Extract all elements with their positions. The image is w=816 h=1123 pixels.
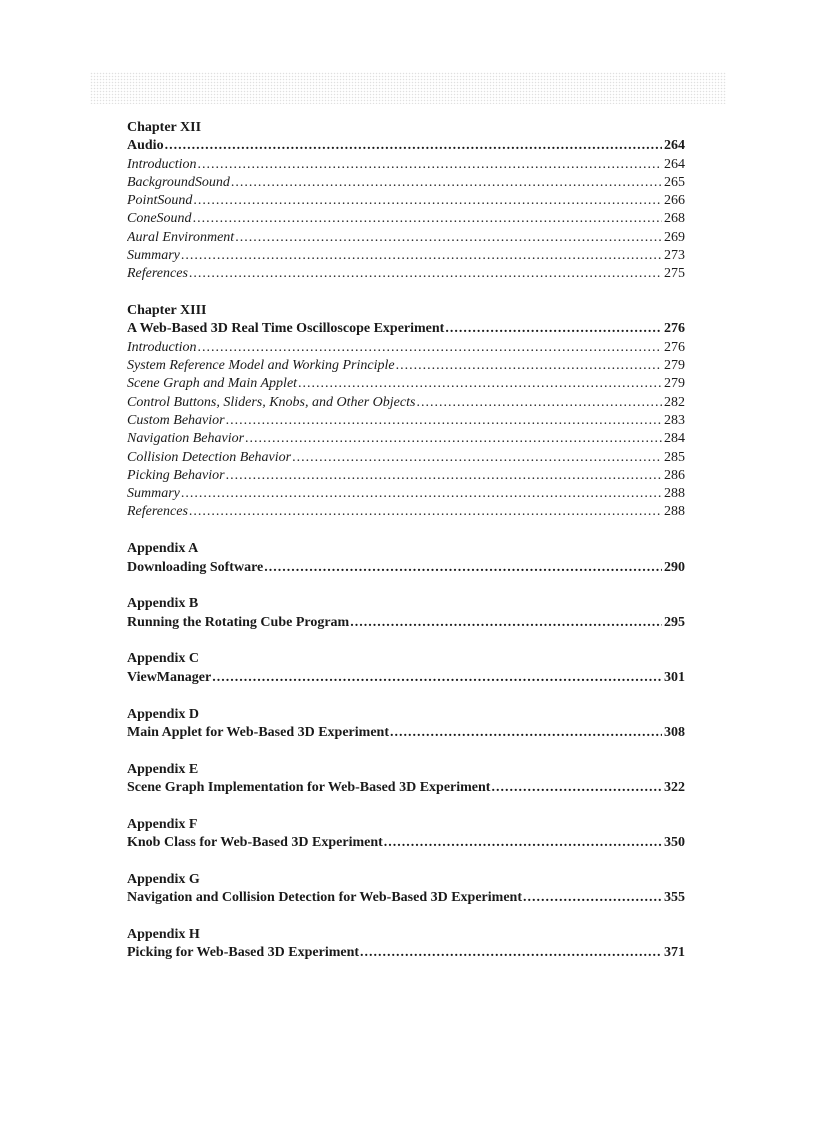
entry-title: ViewManager: [127, 669, 212, 685]
section-heading: Chapter XII: [127, 120, 202, 135]
entry-title: Collision Detection Behavior: [127, 449, 292, 465]
toc-sub-entry[interactable]: [127, 339, 685, 357]
dot-leader: [193, 210, 662, 228]
page-number: 279: [664, 376, 685, 392]
page-number: 301: [664, 669, 685, 685]
dot-leader: [226, 467, 662, 485]
dot-leader: [298, 375, 662, 393]
page-number: 264: [664, 138, 685, 154]
dot-leader: [292, 449, 662, 467]
dot-leader: [396, 357, 662, 375]
entry-title: System Reference Model and Working Principle: [127, 358, 395, 374]
entry-title: Main Applet for Web-Based 3D Experiment: [127, 724, 389, 740]
section-heading: Appendix G: [127, 871, 200, 887]
page-number: 308: [664, 724, 685, 740]
toc-sub-entry[interactable]: [127, 375, 685, 393]
dot-leader: [264, 559, 662, 577]
page-number: 276: [664, 321, 685, 337]
dot-leader: [350, 614, 662, 632]
dot-leader: [245, 430, 662, 448]
toc-sub-entry[interactable]: [127, 229, 685, 247]
page-number: 288: [664, 504, 685, 520]
entry-title: Running the Rotating Cube Program: [127, 614, 350, 630]
page-number: 282: [664, 394, 685, 410]
page-number: 273: [664, 248, 685, 264]
entry-title: Control Buttons, Sliders, Knobs, and Other Objects: [127, 394, 416, 410]
dot-leader: [193, 192, 662, 210]
toc-main-entry[interactable]: [127, 320, 685, 338]
dot-leader: [189, 503, 662, 521]
entry-title: Audio: [127, 138, 164, 154]
dot-leader: [523, 889, 662, 907]
page-number: 286: [664, 467, 685, 483]
toc-section: [127, 816, 685, 853]
toc-sub-entry[interactable]: [127, 412, 685, 430]
toc-main-entry[interactable]: [127, 779, 685, 797]
entry-title: Scene Graph Implementation for Web-Based 3D Experiment: [127, 779, 491, 795]
entry-title: Picking for Web-Based 3D Experiment: [127, 945, 360, 961]
dot-leader: [416, 394, 662, 412]
toc-sub-entry[interactable]: [127, 449, 685, 467]
page-number: 276: [664, 339, 685, 355]
toc-main-entry[interactable]: [127, 724, 685, 742]
entry-title: Aural Environment: [127, 229, 235, 245]
dot-leader: [384, 834, 662, 852]
entry-title: Downloading Software: [127, 559, 264, 575]
page-number: 265: [664, 174, 685, 190]
page-number: 285: [664, 449, 685, 465]
entry-title: Navigation and Collision Detection for Web-Based 3D Experiment: [127, 890, 522, 906]
entry-title: Custom Behavior: [127, 412, 225, 428]
entry-title: Summary: [127, 486, 180, 502]
toc-section: [127, 926, 685, 963]
toc-sub-entry[interactable]: [127, 430, 685, 448]
entry-title: Scene Graph and Main Applet: [127, 376, 298, 392]
entry-title: Navigation Behavior: [127, 431, 245, 447]
page-number: 269: [664, 229, 685, 245]
page-number: 288: [664, 486, 685, 502]
dot-leader: [226, 412, 662, 430]
toc-sub-entry[interactable]: [127, 357, 685, 375]
dot-leader: [235, 229, 662, 247]
section-heading: Appendix C: [127, 651, 199, 667]
entry-title: References: [127, 266, 188, 282]
entry-title: BackgroundSound: [127, 174, 230, 190]
dot-leader: [189, 265, 662, 283]
entry-title: Summary: [127, 248, 180, 264]
page-number: 279: [664, 358, 685, 374]
entry-title: ConeSound: [127, 211, 192, 227]
toc-main-entry[interactable]: [127, 669, 685, 687]
header-texture: [90, 72, 726, 104]
table-of-contents: [127, 119, 685, 981]
dot-leader: [181, 247, 662, 265]
toc-sub-entry[interactable]: [127, 394, 685, 412]
toc-section: [127, 871, 685, 908]
section-heading: Appendix H: [127, 926, 200, 942]
section-heading: Appendix A: [127, 541, 199, 557]
toc-section: [127, 302, 685, 522]
dot-leader: [212, 669, 662, 687]
page-number: 295: [664, 614, 685, 630]
toc-main-entry[interactable]: [127, 889, 685, 907]
dot-leader: [360, 944, 662, 962]
toc-sub-entry[interactable]: [127, 467, 685, 485]
dot-leader: [390, 724, 662, 742]
page-number: 371: [664, 945, 685, 961]
toc-sub-entry[interactable]: [127, 247, 685, 265]
entry-title: References: [127, 504, 188, 520]
toc-section: [127, 119, 685, 284]
toc-sub-entry[interactable]: [127, 174, 685, 192]
dot-leader: [491, 779, 662, 797]
section-heading: Appendix D: [127, 706, 199, 722]
entry-title: Knob Class for Web-Based 3D Experiment: [127, 835, 383, 850]
toc-section: [127, 650, 685, 687]
section-heading: Appendix F: [127, 816, 198, 832]
toc-section: [127, 595, 685, 632]
toc-sub-entry[interactable]: [127, 485, 685, 503]
section-heading: Appendix E: [127, 761, 199, 777]
dot-leader: [445, 320, 662, 338]
toc-sub-entry[interactable]: [127, 192, 685, 210]
page-number: 284: [664, 431, 685, 447]
entry-title: A Web-Based 3D Real Time Oscilloscope Experiment: [127, 321, 445, 337]
toc-sub-entry[interactable]: [127, 156, 685, 174]
entry-title: Picking Behavior: [127, 467, 225, 483]
toc-main-entry[interactable]: [127, 834, 685, 852]
page-number: 290: [664, 559, 685, 575]
dot-leader: [197, 339, 662, 357]
page-number: 322: [664, 779, 685, 795]
dot-leader: [197, 156, 662, 174]
toc-main-entry[interactable]: [127, 614, 685, 632]
section-heading: Chapter XIII: [127, 303, 207, 319]
toc-main-entry[interactable]: [127, 944, 685, 962]
toc-sub-entry[interactable]: [127, 210, 685, 228]
entry-title: Introduction: [127, 156, 197, 172]
dot-leader: [231, 174, 662, 192]
toc-section: [127, 540, 685, 577]
toc-main-entry[interactable]: [127, 559, 685, 577]
page-number: 275: [664, 266, 685, 282]
section-heading: Appendix B: [127, 596, 199, 612]
dot-leader: [165, 137, 662, 155]
dot-leader: [181, 485, 662, 503]
page-number: 283: [664, 412, 685, 428]
toc-main-entry[interactable]: [127, 137, 685, 155]
toc-section: [127, 706, 685, 743]
toc-sub-entry[interactable]: [127, 503, 685, 521]
toc-section: [127, 761, 685, 798]
entry-title: PointSound: [127, 193, 193, 209]
toc-sub-entry[interactable]: [127, 265, 685, 283]
page-number: 266: [664, 193, 685, 209]
page-number: 268: [664, 211, 685, 227]
page-number: 264: [664, 156, 685, 172]
page-number: 355: [664, 890, 685, 906]
entry-title: Introduction: [127, 339, 197, 355]
page-number: 350: [664, 835, 685, 850]
